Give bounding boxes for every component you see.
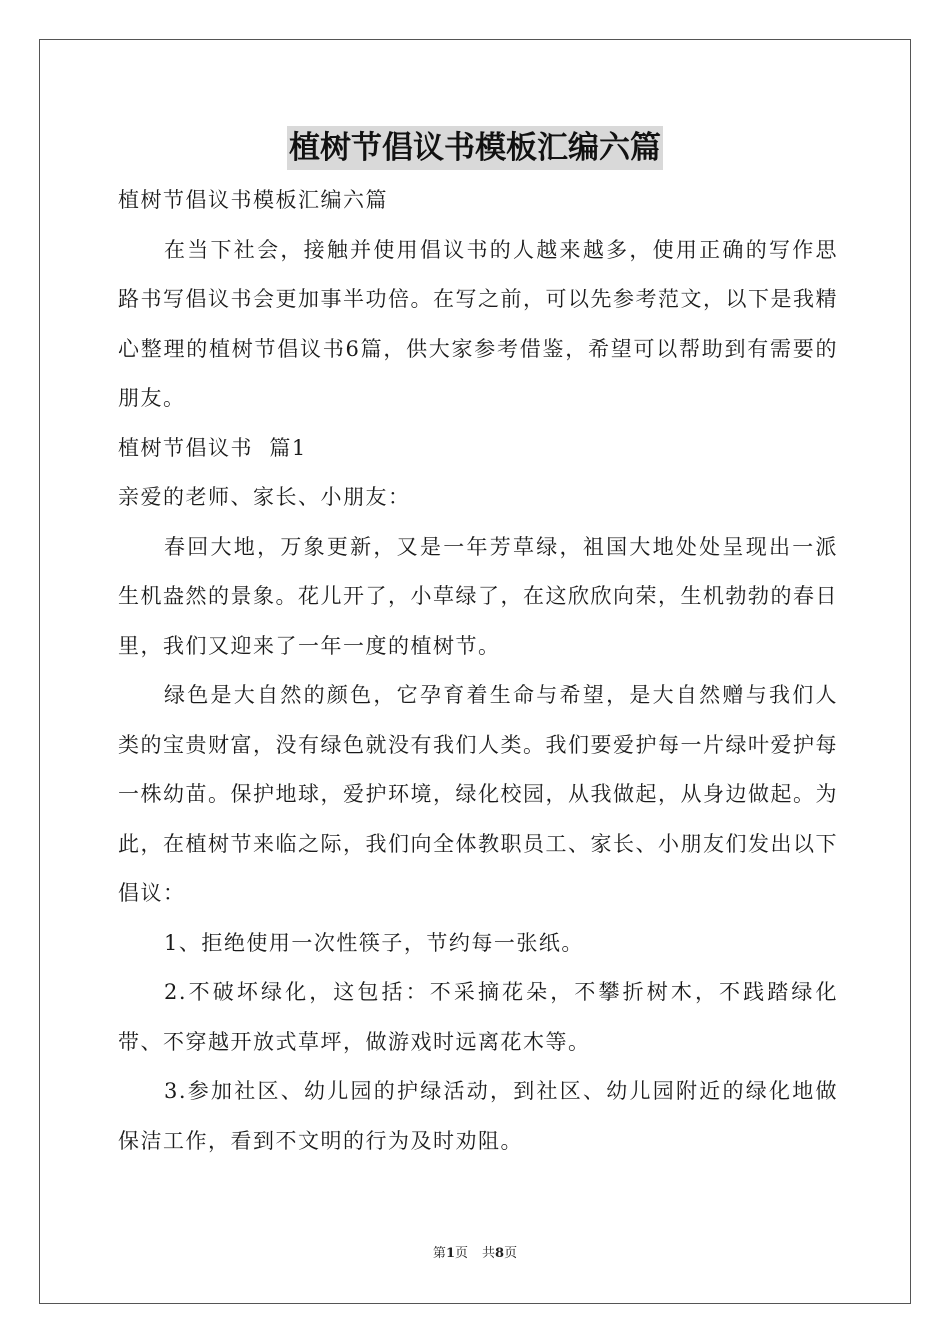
document-body xyxy=(118,176,838,1166)
page-footer xyxy=(0,1245,950,1263)
section-heading: 植树节倡议书 篇1 xyxy=(118,435,307,460)
footer-page-current: 1 xyxy=(445,1246,455,1261)
list-item-3: 3.参加社区、幼儿园的护绿活动，到社区、幼儿园附近的绿化地做保洁工作，看到不文明的行为及时劝阻。 xyxy=(118,1079,838,1153)
footer-total-prefix: 共 xyxy=(482,1246,496,1261)
title-container xyxy=(0,126,950,170)
paragraph-green: 绿色是大自然的颜色，它孕育着生命与希望，是大自然赠与我们人类的宝贵财富，没有绿色就没有我们人类。我们要爱护每一片绿叶爱护每一株幼苗。保护地球，爱护环境，绿化校园，从我做起，从身边做起。为此，在植树节来临之际，我们向全体教职员工、家长、小朋友们发出以下倡议： xyxy=(118,683,838,905)
list-item-2: 2.不破坏绿化，这包括：不采摘花朵，不攀折树木，不践踏绿化带、不穿越开放式草坪，做游戏时远离花木等。 xyxy=(118,980,838,1054)
footer-page-prefix: 第 xyxy=(432,1246,446,1261)
paragraph-subtitle: 植树节倡议书模板汇编六篇 xyxy=(118,188,388,212)
paragraph-spring: 春回大地，万象更新，又是一年芳草绿，祖国大地处处呈现出一派生机盎然的景象。花儿开了，小草绿了，在这欣欣向荣，生机勃勃的春日里，我们又迎来了一年一度的植树节。 xyxy=(118,534,838,658)
list-item-1: 1、拒绝使用一次性筷子，节约每一张纸。 xyxy=(164,930,584,955)
footer-total-suffix: 页 xyxy=(504,1246,518,1261)
document-title: 植树节倡议书模板汇编六篇 xyxy=(287,126,663,170)
footer-page-total: 8 xyxy=(495,1246,505,1261)
salutation: 亲爱的老师、家长、小朋友： xyxy=(118,485,411,509)
footer-page-suffix: 页 xyxy=(454,1246,468,1261)
paragraph-intro: 在当下社会，接触并使用倡议书的人越来越多，使用正确的写作思路书写倡议书会更加事半功倍。在写之前，可以先参考范文，以下是我精心整理的植树节倡议书6篇，供大家参考借鉴，希望可以帮助到有需要的朋友。 xyxy=(118,237,838,410)
